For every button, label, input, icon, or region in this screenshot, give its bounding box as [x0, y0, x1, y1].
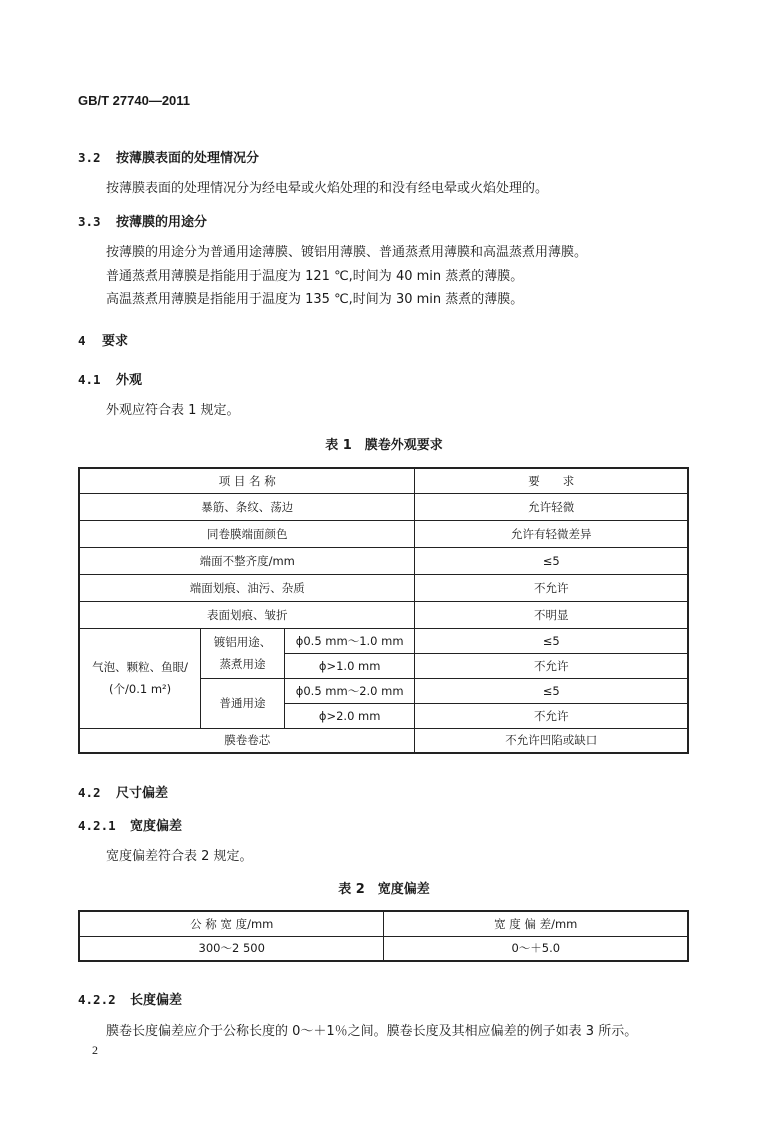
table-cell: 不允许凹陷或缺口: [415, 728, 688, 753]
table-cell: 不允许: [415, 574, 688, 601]
section-4-2-2-paragraph: 膜卷长度偏差应介于公称长度的 0～＋1％之间。膜卷长度及其相应偏差的例子如表 3 所示。: [106, 1024, 638, 1039]
table-cell: 暴筋、条纹、荡边: [79, 493, 415, 520]
section-number: 4.2.1: [78, 818, 116, 833]
section-number: 4.2.2: [78, 992, 116, 1007]
label-line: 镀铝用途、: [213, 635, 272, 649]
table-cell: 允许有轻微差异: [415, 520, 688, 547]
section-number: 4: [78, 333, 86, 348]
section-number: 3.2: [78, 150, 101, 165]
section-title: 尺寸偏差: [116, 786, 169, 801]
table1-use-group-1: [201, 628, 285, 678]
table-cell: 不明显: [415, 601, 688, 628]
table-cell: 不允许: [415, 653, 688, 678]
table1-use-group-2: 普通用途: [201, 678, 285, 728]
section-number: 4.1: [78, 372, 101, 387]
table1-caption: 表 1 膜卷外观要求: [325, 438, 443, 453]
table2-caption: 表 2 宽度偏差: [338, 882, 430, 897]
table-cell: ϕ>1.0 mm: [284, 653, 415, 678]
table2-width-deviation: [78, 910, 689, 962]
table-cell: ϕ0.5 mm～2.0 mm: [284, 678, 415, 703]
table-cell: 膜卷卷芯: [79, 728, 415, 753]
section-title: 宽度偏差: [130, 819, 183, 834]
section-3-3-heading: [78, 211, 207, 230]
table-cell: ≤5: [415, 547, 688, 574]
section-title: 按薄膜的用途分: [116, 215, 208, 230]
section-title: 外观: [116, 373, 143, 388]
table-cell: 表面划痕、皱折: [79, 601, 415, 628]
table1-appearance-requirements: [78, 467, 689, 754]
table2-header-width: 公 称 宽 度/mm: [79, 911, 384, 936]
table-cell: 端面不整齐度/mm: [79, 547, 415, 574]
section-3-3-paragraph-2: 普通蒸煮用薄膜是指能用于温度为 121 ℃,时间为 40 min 蒸煮的薄膜。: [106, 269, 524, 284]
page-number: 2: [92, 1043, 98, 1057]
table-cell: 不允许: [415, 703, 688, 728]
table2-header-deviation: 宽 度 偏 差/mm: [384, 911, 688, 936]
table-cell: ≤5: [415, 628, 688, 653]
section-4-heading: [78, 330, 128, 349]
table-cell: 端面划痕、油污、杂质: [79, 574, 415, 601]
section-4-1-paragraph: 外观应符合表 1 规定。: [106, 403, 240, 418]
section-3-2-paragraph: 按薄膜表面的处理情况分为经电晕或火焰处理的和没有经电晕或火焰处理的。: [106, 181, 549, 196]
table-cell: ϕ0.5 mm～1.0 mm: [284, 628, 415, 653]
section-title: 按薄膜表面的处理情况分: [116, 151, 260, 166]
section-3-3-paragraph-1: 按薄膜的用途分为普通用途薄膜、镀铝用薄膜、普通蒸煮用薄膜和高温蒸煮用薄膜。: [106, 245, 588, 260]
table-cell: 同卷膜端面颜色: [79, 520, 415, 547]
section-3-3-paragraph-3: 高温蒸煮用薄膜是指能用于温度为 135 ℃,时间为 30 min 蒸煮的薄膜。: [106, 292, 524, 307]
label-line: 气泡、颗粒、鱼眼/: [92, 660, 188, 674]
section-title: 长度偏差: [130, 993, 183, 1008]
table-cell: ≤5: [415, 678, 688, 703]
table-cell: 300～2 500: [79, 936, 384, 961]
table1-bubbles-label: [79, 628, 201, 728]
table-cell: 允许轻微: [415, 493, 688, 520]
section-number: 4.2: [78, 785, 101, 800]
table-cell: ϕ>2.0 mm: [284, 703, 415, 728]
section-3-2-heading: [78, 147, 259, 166]
section-4-2-heading: [78, 782, 168, 801]
section-4-2-1-paragraph: 宽度偏差符合表 2 规定。: [106, 849, 253, 864]
label-line: (个/0.1 m²): [109, 682, 172, 696]
section-4-2-2-heading: [78, 989, 182, 1008]
section-title: 要求: [102, 334, 129, 349]
table-cell: 0～＋5.0: [384, 936, 688, 961]
section-number: 3.3: [78, 214, 101, 229]
section-4-1-heading: [78, 369, 142, 388]
table1-header-item: 项 目 名 称: [79, 468, 415, 493]
table1-header-requirement: 要 求: [415, 468, 688, 493]
standard-code-header: GB/T 27740—2011: [78, 93, 191, 108]
label-line: 蒸煮用途: [219, 657, 266, 671]
section-4-2-1-heading: [78, 815, 182, 834]
